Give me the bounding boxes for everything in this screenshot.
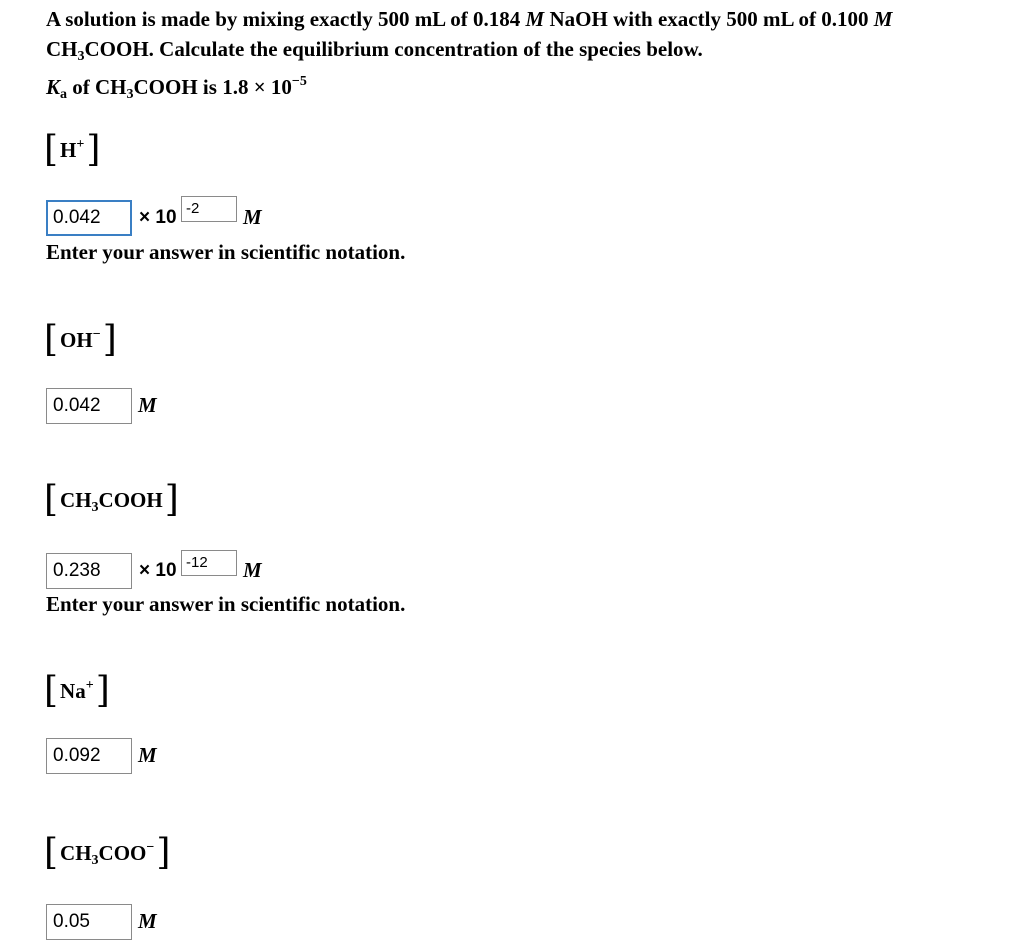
oh-unit: M (138, 393, 157, 417)
oh-value-input[interactable]: 0.042 (46, 388, 132, 424)
species-label-oh: [ OH− ] (44, 319, 117, 360)
h-value-input[interactable]: 0.042 (46, 200, 132, 236)
question-line-1: A solution is made by mixing exactly 500 mL of 0.184 M NaOH with exactly 500 mL of 0.100 M (46, 7, 893, 31)
ch3cooh-sci-hint: Enter your answer in scientific notation. (46, 592, 406, 616)
na-value-input[interactable]: 0.092 (46, 738, 132, 774)
ch3cooh-unit: M (243, 558, 262, 582)
species-label-na: [ Na+ ] (44, 670, 110, 711)
ch3cooh-value-input[interactable]: 0.238 (46, 553, 132, 589)
ch3coo-unit: M (138, 909, 157, 933)
h-unit: M (243, 205, 262, 229)
h-exponent-input[interactable]: -2 (181, 196, 237, 222)
ch3coo-value-input[interactable]: 0.05 (46, 904, 132, 940)
ka-statement: $K_a$ of $CH_3COOH$ is $1.8 \times 10^{-5}$ (46, 74, 307, 102)
species-label-ch3coo: [ $CH_3COO^-$ ] (44, 832, 171, 873)
question-text (46, 4, 1021, 64)
ch3cooh-exponent-input[interactable]: -12 (181, 550, 237, 576)
h-times-ten: × 10 (139, 207, 177, 228)
h-sci-hint: Enter your answer in scientific notation. (46, 240, 406, 264)
question-line-2: $CH_3COOH$. Calculate the equilibrium concentration of the species below. (46, 37, 703, 64)
ch3cooh-times-ten: × 10 (139, 560, 177, 581)
species-label-ch3cooh: [ $CH_3COOH$ ] (44, 479, 179, 520)
species-label-h: [ H+ ] (44, 129, 101, 170)
na-unit: M (138, 743, 157, 767)
